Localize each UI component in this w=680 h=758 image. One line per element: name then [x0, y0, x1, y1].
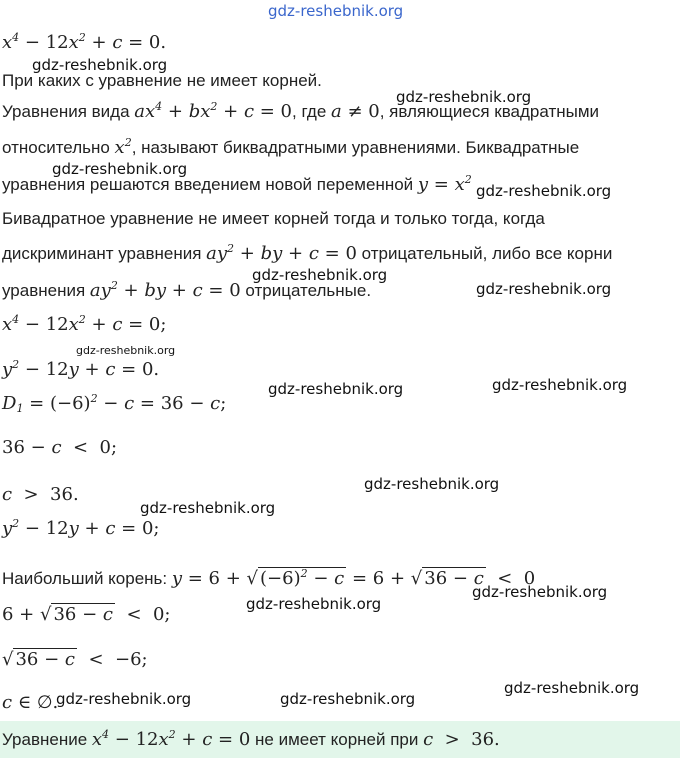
- watermark: gdz-reshebnik.org: [268, 380, 404, 398]
- equation-step-3: $y^2 - 12y + c = 0$;: [2, 517, 160, 539]
- paragraph-line-1: Уравнения вида $ax^4 + bx^2 + c = 0$, где a ≠ 0, являющиеся квадратными: [2, 100, 600, 122]
- paragraph-line-2: относительно $x^2$, называют биквадратными уравнениями. Биквадратные: [2, 136, 580, 158]
- paragraph-line-4: Бивадратное уравнение не имеет корней тогда и только тогда, когда: [2, 209, 545, 228]
- empty-set: c ∈ ∅.: [2, 692, 59, 713]
- equation-step-2: $y^2 - 12y + c = 0$.: [2, 358, 160, 380]
- watermark: gdz-reshebnik.org: [52, 160, 188, 178]
- watermark: gdz-reshebnik.org: [504, 679, 640, 697]
- largest-root: Наибольший корень: y = 6 + √ $(-6)^2 - c = 6$ + √ 36 − c < 0: [2, 567, 536, 589]
- watermark: gdz-reshebnik.org: [364, 475, 500, 493]
- question-text: При каких c уравнение не имеет корней.: [2, 71, 322, 90]
- paragraph-line-3: уравнения решаются введением новой переменной $y = x^2$: [2, 173, 472, 195]
- watermark: gdz-reshebnik.org: [492, 376, 628, 394]
- watermark: gdz-reshebnik.org: [140, 499, 276, 517]
- answer-text: Уравнение $x^4 - 12x^2 + c = 0$ не имеет корней при c > 36.: [2, 728, 500, 750]
- discriminant: $D_1 = (-6)^2 - c = 36 - c$;: [2, 392, 227, 415]
- inequality-4: √ 36 − c < −6;: [2, 649, 148, 670]
- inequality-3: 6 + √ 36 − c < 0;: [2, 604, 171, 625]
- watermark: gdz-reshebnik.org: [476, 280, 612, 298]
- equation-main: $x^4 - 12x^2 + c = 0$.: [2, 31, 167, 53]
- watermark: gdz-reshebnik.org: [472, 583, 608, 601]
- paragraph-line-6: уравнения $ay^2$ + by + c = 0 отрицательные.: [2, 279, 372, 301]
- inequality-2: c > 36.: [2, 484, 79, 505]
- watermark: gdz-reshebnik.org: [246, 595, 382, 613]
- paragraph-line-5: дискриминант уравнения $ay^2$ + by + c = 0 отрицательный, либо все корни: [2, 242, 613, 264]
- inequality-1: 36 − c < 0;: [2, 437, 118, 458]
- watermark: gdz-reshebnik.org: [268, 2, 404, 20]
- watermark: gdz-reshebnik.org: [252, 266, 388, 284]
- watermark: gdz-reshebnik.org: [76, 344, 176, 357]
- watermark: gdz-reshebnik.org: [396, 88, 532, 106]
- watermark: gdz-reshebnik.org: [280, 690, 416, 708]
- watermark: gdz-reshebnik.org: [56, 690, 192, 708]
- equation-step-1: $x^4 - 12x^2 + c = 0$;: [2, 313, 167, 335]
- watermark: gdz-reshebnik.org: [476, 182, 612, 200]
- watermark: gdz-reshebnik.org: [32, 56, 168, 74]
